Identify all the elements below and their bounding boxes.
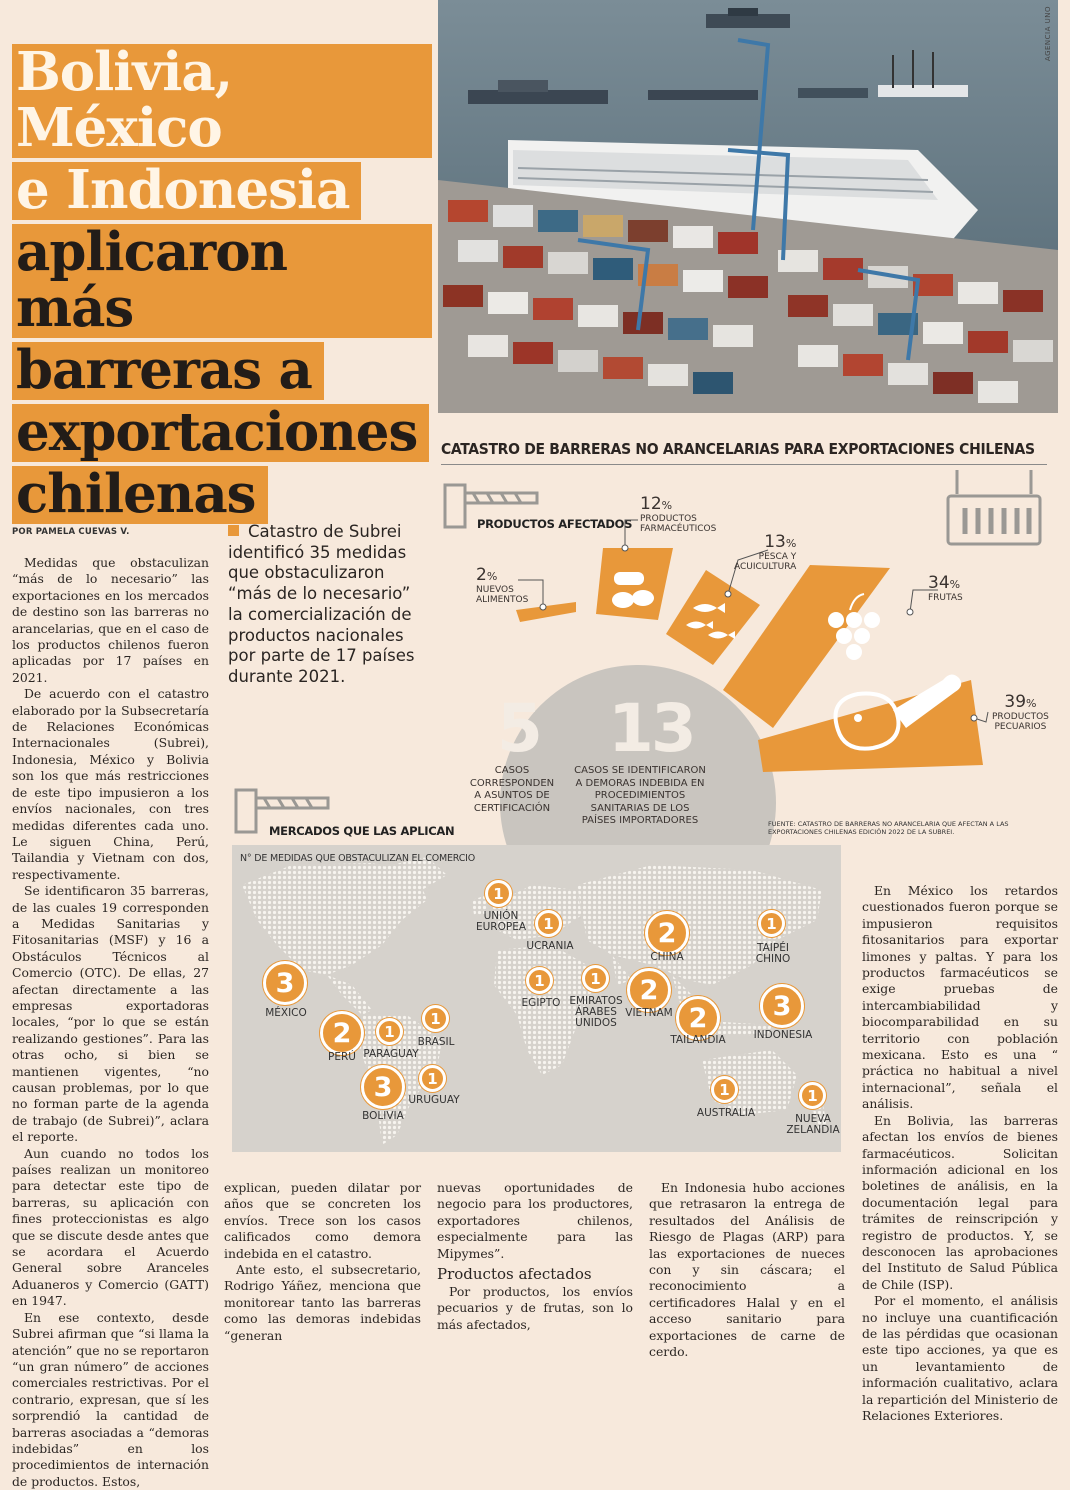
label-eu: UNIÓN EUROPEA (475, 910, 527, 933)
headline-line-6: chilenas (12, 466, 268, 524)
bullet-square (228, 525, 239, 536)
pin-taipei: 1 (758, 910, 785, 937)
headline (12, 41, 432, 528)
headline-line-3: aplicaron más (12, 224, 432, 338)
label-ukraine: UCRANIA (526, 940, 574, 952)
product-fruits: 34% FRUTAS (928, 573, 963, 603)
pin-egypt: 1 (526, 967, 553, 994)
label-thailand: TAILANDIA (670, 1034, 726, 1046)
pin-new-zealand: 1 (799, 1082, 826, 1109)
segment-new-foods (516, 602, 576, 622)
pin-vietnam: 2 (627, 968, 671, 1012)
label-peru: PERÚ (328, 1051, 356, 1063)
pin-uae: 1 (582, 965, 609, 992)
label-indonesia: INDONESIA (753, 1029, 813, 1041)
product-fishing: 13% PESCA Y ACUICULTURA (734, 532, 797, 572)
pin-thailand: 2 (676, 996, 720, 1040)
label-bolivia: BOLIVIA (362, 1110, 404, 1122)
label-egypt: EGIPTO (521, 997, 561, 1009)
pin-eu: 1 (485, 880, 512, 907)
article-column-4: En Indonesia hubo acciones que retrasaron la entrega de resultados del Análisis de Riesgo de Plagas (ARP) para las exportaciones de nueces con y sin cáscara; el reconocimiento a certificadores Halal y en el acceso sanitario para exportaciones de carne de cerdo. (649, 1180, 845, 1360)
label-mexico: MÉXICO (265, 1007, 307, 1019)
photo-credit: AGENCIA UNO (1044, 6, 1052, 62)
pin-brazil: 1 (422, 1005, 449, 1032)
markets-label: MERCADOS QUE LAS APLICAN (269, 824, 455, 838)
product-livestock: 39% PRODUCTOS PECUARIOS (992, 692, 1049, 732)
subheading-productos-afectados: Productos afectados (437, 1265, 592, 1284)
article-column-1: Medidas que obstaculizan “más de lo necesario” las exportaciones en los mercados de destino son las barreras no arancelarias, que en el caso de los productos chilenos fueron aplicadas por 17 países en 2021. De acuerdo con el catastro elaborado por la Subsecretaría de Relaciones Económicas Internacionales (Subrei), Indonesia, México y Bolivia son los que más restricciones de este tipo impusieron a los envíos nacionales, con tres medidas diferentes cada uno. Le siguen China, Perú, Tailandia y Vietnam con dos, respectivamente. Se identificaron 35 barreras, de las cuales 19 corresponden a Medidas Sanitarias y Fitosanitarias (MSF) y 16 a Obstáculos Técnicos al Comercio (OTC). De ellas, 27 afectan directamente a las empresas exportadoras locales, “por lo que se están realizando gestiones”. Para las otras ocho, si bien se mantienen vigentes, “no causan problemas, por lo que no forman parte de la agenda de trabajo (de Subrei)”, aclara el reporte. Aun cuando no todos los países realizan un monitoreo para detectar este tipo de barreras, su aplicación con fines proteccionistas es algo que se discute desde antes que se acordara el Acuerdo General sobre Aranceles Aduaneros y Comercio (GATT) en 1947. En ese contexto, desde Subrei afirman que “si llama la atención” que no se reportaron “un gran número” de acciones comerciales restrictivas. Por el contrario, expresan, que sí les sorprendió la cantidad de barreras asociadas a “demoras indebidas” en los procedimientos de internación de productos. Estos, (12, 555, 209, 1489)
label-australia: AUSTRALIA (696, 1107, 756, 1119)
label-china: CHINA (650, 951, 684, 963)
product-new-foods: 2% NUEVOS ALIMENTOS (476, 565, 529, 605)
article-column-5: En México los retardos cuestionados fueron porque se impusieron requisitos fitosanitarios para exportar limones y paltas. Y para los productos farmacéuticos se exige pruebas de intercambiabilidad y biocomparabilidad en su territorio con población mexicana. Esto es una “ práctica no habitual a nivel internacional”, señala el análisis. En Bolivia, las barreras afectan los envíos de bienes farmacéuticos. Solicitan información adicional en los boletines de análisis, en la documentación legal para trámites de reinscripción y registro de productos. Y, se desconocen las aprobaciones del Instituto de Salud Pública de Chile (ISP). Por el momento, el análisis no incluye una cuantificación de las pérdidas que ocasionan este tipo acciones, ya que es un levantamiento de información cualitativo, aclara la repartición del Ministerio de Relaciones Exteriores. (862, 883, 1058, 1423)
headline-line-1: Bolivia, México (12, 44, 432, 158)
label-vietnam: VIETNAM (625, 1007, 673, 1019)
segment-fruits (723, 565, 890, 728)
pin-uruguay: 1 (419, 1065, 446, 1092)
label-paraguay: PARAGUAY (363, 1048, 419, 1060)
headline-line-5: exportaciones (12, 404, 429, 462)
pull-quote: Catastro de Subrei identificó 35 medidas que obstaculizaron “más de lo necesario” la comercialización de productos nacionales por parte de 17 países durante 2021. (228, 522, 415, 686)
port-photo-illustration (438, 0, 1058, 413)
products-affected-label: PRODUCTOS AFECTADOS (477, 517, 633, 531)
pin-australia: 1 (711, 1076, 738, 1103)
port-photo (438, 0, 1058, 413)
pin-indonesia: 3 (760, 984, 804, 1028)
headline-line-4: barreras a (12, 342, 324, 400)
pin-bolivia: 3 (361, 1065, 405, 1109)
product-pharma: 12% PRODUCTOS FARMACÉUTICOS (640, 494, 717, 534)
label-uae: EMIRATOS ÁRABES UNIDOS (569, 995, 623, 1029)
segment-fishing (666, 570, 760, 665)
source-note: FUENTE: CATASTRO DE BARRERAS NO ARANCELARIA QUE AFECTAN A LAS EXPORTACIONES CHILENAS EDICIÓN 2022 DE LA SUBREI. (768, 820, 1009, 836)
cases-certification-number: 5 (497, 690, 540, 767)
label-uruguay: URUGUAY (408, 1094, 460, 1106)
label-new-zealand: NUEVA ZELANDIA (786, 1113, 840, 1136)
pin-peru: 2 (320, 1011, 364, 1055)
pin-china: 2 (645, 911, 689, 955)
cases-delay-number: 13 (608, 690, 694, 767)
infographic-title: CATASTRO DE BARRERAS NO ARANCELARIAS PARA EXPORTACIONES CHILENAS (441, 440, 1035, 458)
byline: POR PAMELA CUEVAS V. (12, 527, 130, 537)
pin-paraguay: 1 (376, 1018, 403, 1045)
pin-mexico: 3 (263, 961, 307, 1005)
headline-line-2: e Indonesia (12, 162, 361, 220)
pin-ukraine: 1 (535, 910, 562, 937)
article-column-2: explican, pueden dilatar por años que se concreten los envíos. Trece son los casos calificados como demora indebida en el catastro. Ante esto, el subsecretario, Rodrigo Yáñez, menciona que monitorear tanto las barreras como las demoras indebidas “generan (224, 1180, 421, 1343)
label-brazil: BRASIL (417, 1036, 455, 1048)
article-column-3: nuevas oportunidades de negocio para los productores, exportadores chilenos, especialmente para las Mipymes”. Productos afectados Por productos, los envíos pecuarios y de frutas, son lo más afectados, (437, 1180, 633, 1332)
label-taipei: TAIPÉI CHINO (755, 942, 791, 965)
cases-delay-label: CASOS SE IDENTIFICARON A DEMORAS INDEBIDA EN PROCEDIMIENTOS SANITARIAS DE LOS PAÍSES IMPORTADORES (574, 765, 706, 826)
map-legend-label: N° DE MEDIDAS QUE OBSTACULIZAN EL COMERCIO (240, 853, 476, 864)
cases-certification-label: CASOS CORRESPONDEN A ASUNTOS DE CERTIFICACIÓN (469, 765, 555, 814)
infographic-divider (441, 464, 1047, 465)
